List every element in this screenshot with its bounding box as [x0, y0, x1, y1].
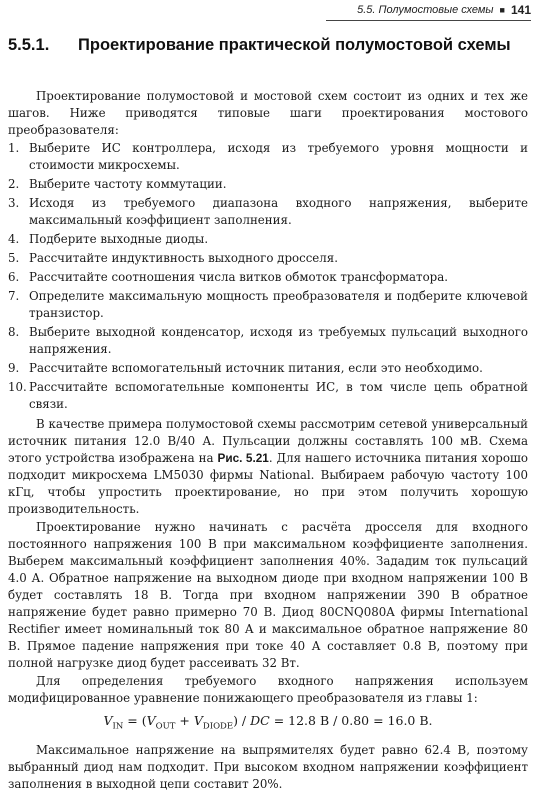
step-text: Подберите выходные диоды. — [29, 232, 209, 246]
step-number: 1. — [8, 141, 20, 155]
list-item — [8, 288, 528, 322]
vin-symbol: V — [103, 713, 113, 728]
section-heading — [8, 34, 528, 56]
list-item — [8, 360, 528, 377]
step-text: Рассчитайте вспомогательные компоненты ИС, в том числе цепь обратной связи. — [29, 380, 528, 411]
header-rule — [326, 20, 531, 21]
dc-symbol: DC — [250, 713, 270, 728]
example-text-after: . Для нашего источника питания хорошо подходит микросхема LM5030 фирмы National. Выбираем рабочую частоту 100 кГц, чтобы упростить проектирование, но при этом получить хорошую производительность. — [8, 451, 528, 516]
figure-reference: Рис. 5.21 — [217, 451, 269, 465]
step-number: 8. — [8, 325, 20, 339]
page-number: 141 — [510, 3, 531, 17]
step-text: Выберите выходной конденсатор, исходя из требуемых пульсаций выходного напряжения. — [29, 325, 528, 356]
intro-paragraph: Проектирование полумостовой и мостовой схем состоит из одних и тех же шагов. Ниже приводятся типовые шаги проектирования мостового преобразователя: — [8, 89, 528, 137]
step-number: 9. — [8, 361, 20, 375]
vin-subscript: IN — [112, 721, 124, 732]
equation — [8, 712, 528, 736]
formula-intro-paragraph: Для определения требуемого входного напряжения используем модифицированное уравнение понижающего преобразователя из главы 1: — [8, 674, 528, 705]
step-text: Определите максимальную мощность преобразователя и подберите ключевой транзистор. — [29, 289, 528, 320]
step-number: 7. — [8, 289, 20, 303]
section-title: Проектирование практической полумостовой схемы — [78, 36, 511, 54]
equation-result: = 12.8 В / 0.80 = 16.0 В. — [269, 713, 433, 728]
equation-part: + — [175, 713, 194, 728]
list-item — [8, 195, 528, 229]
step-text: Рассчитайте вспомогательный источник питания, если это необходимо. — [29, 361, 483, 375]
step-text: Исходя из требуемого диапазона входного напряжения, выберите максимальный коэффициент заполнения. — [29, 196, 528, 227]
vdiode-subscript: DIODE — [202, 721, 234, 732]
list-item — [8, 269, 528, 286]
list-item — [8, 324, 528, 358]
step-number: 6. — [8, 270, 20, 284]
square-marker-icon: ■ — [499, 5, 505, 15]
equation-part: = ( — [123, 713, 147, 728]
step-text: Выберите частоту коммутации. — [29, 177, 227, 191]
section-number: 5.5.1. — [8, 36, 50, 54]
running-header — [300, 2, 531, 18]
list-item — [8, 379, 528, 413]
step-text: Рассчитайте соотношения числа витков обмоток трансформатора. — [29, 270, 449, 284]
step-text: Выберите ИС контроллера, исходя из требуемого уровня мощности и стоимости микросхемы. — [29, 141, 528, 172]
step-number: 10. — [8, 380, 27, 394]
step-number: 4. — [8, 232, 20, 246]
step-number: 5. — [8, 251, 20, 265]
step-number: 3. — [8, 196, 20, 210]
vout-symbol: V — [146, 713, 156, 728]
design-steps-list — [8, 140, 528, 413]
list-item — [8, 140, 528, 174]
list-item — [8, 250, 528, 267]
body-text — [8, 88, 528, 793]
step-number: 2. — [8, 177, 20, 191]
final-paragraph: Максимальное напряжение на выпрямителях будет равно 62.4 В, поэтому выбранный диод нам подходит. При высоком входном напряжении коэффициент заполнения в выходной цепи составит 20%. — [8, 742, 528, 791]
list-item — [8, 231, 528, 248]
equation-part: ) / — [233, 713, 251, 728]
vout-subscript: OUT — [155, 721, 176, 732]
step-text: Рассчитайте индуктивность выходного дросселя. — [29, 251, 338, 265]
choke-paragraph: Проектирование нужно начинать с расчёта дросселя для входного постоянного напряжения 100 В при максимальном коэффициенте заполнения. Выберем максимальный коэффициент заполнения 40%. Зададим ток пульсаций 4.0 А. Обратное напряжение на выходном диоде при входном напряжении 100 В будет составлять 18 В. Тогда при входном напряжении 390 В обратное напряжение будет равно примерно 70 В. Диод 80CNQ080A фирмы International Rectifier имеет номинальный ток 80 А и максимальное обратное напряжение 80 В. Прямое падение напряжения при токе 40 А составляет 0.8 В, поэтому при полной нагрузке диод будет рассеивать 32 Вт. — [8, 520, 528, 670]
list-item — [8, 176, 528, 193]
vdiode-symbol: V — [193, 713, 203, 728]
example-paragraph — [8, 416, 528, 518]
example-text-before: В качестве примера полумостовой схемы рассмотрим сетевой универсальный источник питания 12.0 В/40 А. Пульсации должны составлять 100 мВ. Схема этого устройства изображена на — [8, 417, 528, 465]
running-title: 5.5. Полумостовые схемы — [357, 4, 494, 16]
